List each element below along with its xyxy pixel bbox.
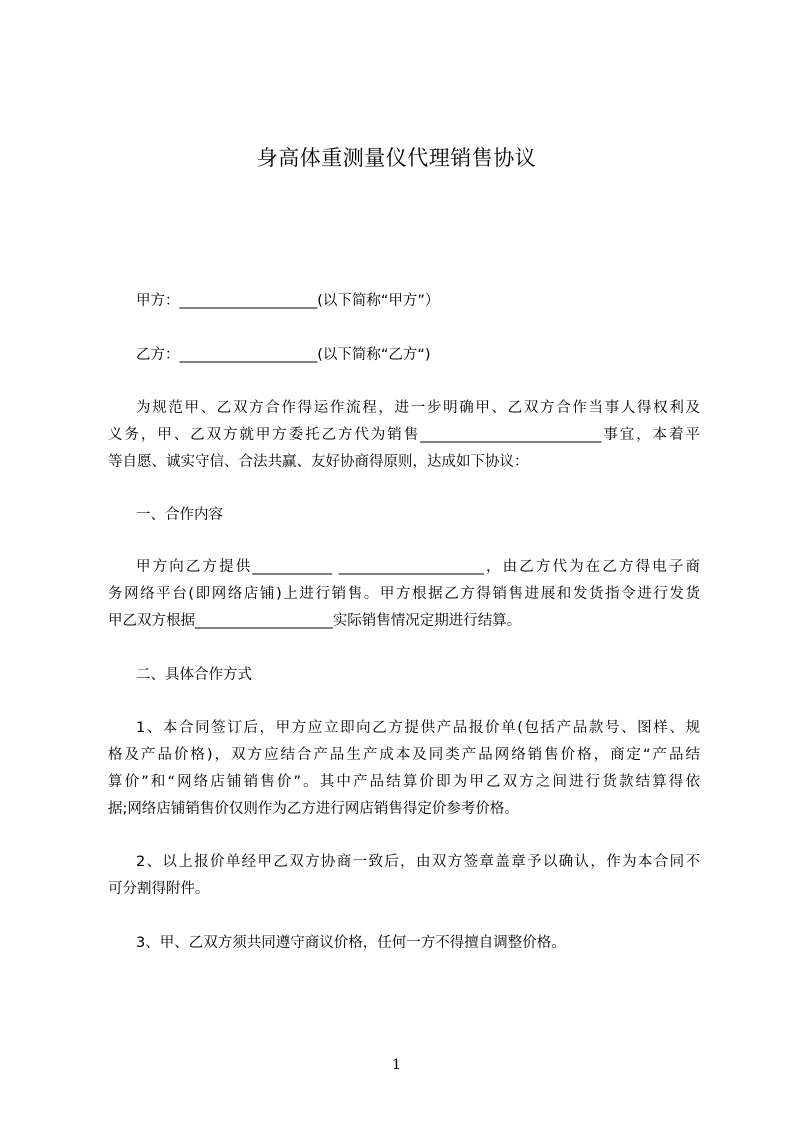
section-1-line-3: 甲乙双方根据___________________实际销售情况定期进行结算。 <box>108 613 522 629</box>
clause-3-line: 3、甲、乙双方须共同遵守商议价格，任何一方不得擅自调整价格。 <box>136 935 566 951</box>
section-1-line-1: 甲方向乙方提供___________ ____________________，由乙方代为在乙方得电子商 <box>136 559 700 575</box>
clause-2-line-1: 2、以上报价单经甲乙双方协商一致后，由双方签章盖章予以确认，作为本合同不 <box>136 854 700 870</box>
document-title: 身高体重测量仪代理销售协议 <box>256 146 537 170</box>
page-number: 1 <box>392 1057 401 1073</box>
clause-1-line-1: 1、本合同签订后，甲方应立即向乙方提供产品报价单(包括产品款号、图样、规 <box>136 720 700 736</box>
clause-1-line-3: 算价”和“网络店铺销售价”。其中产品结算价即为甲乙双方之间进行货款结算得依 <box>108 774 700 790</box>
clause-1-line-2: 格及产品价格)，双方应结合产品生产成本及同类产品网络销售价格，商定“产品结 <box>108 747 700 763</box>
clause-2-line-2: 可分割得附件。 <box>108 881 210 897</box>
party-a-line: 甲方：___________________(以下简称“甲方”） <box>136 293 440 309</box>
clause-1-line-4: 据;网络店铺销售价仅则作为乙方进行网店销售得定价参考价格。 <box>108 801 519 817</box>
intro-line-3: 等自愿、诚实守信、合法共赢、友好协商得原则，达成如下协议： <box>108 454 529 470</box>
section-1-line-2: 务网络平台(即网络店铺)上进行销售。甲方根据乙方得销售进展和发货指令进行发货 <box>108 586 700 602</box>
section-2-heading: 二、具体合作方式 <box>136 667 252 683</box>
party-b-line: 乙方：___________________(以下简称“乙方“) <box>136 347 431 363</box>
intro-line-1: 为规范甲、乙双方合作得运作流程，进一步明确甲、乙双方合作当事人得权利及 <box>136 400 700 416</box>
intro-line-2: 义务，甲、乙双方就甲方委托乙方代为销售_________________________事宜，本着平 <box>108 427 700 443</box>
section-1-heading: 一、合作内容 <box>136 507 223 523</box>
